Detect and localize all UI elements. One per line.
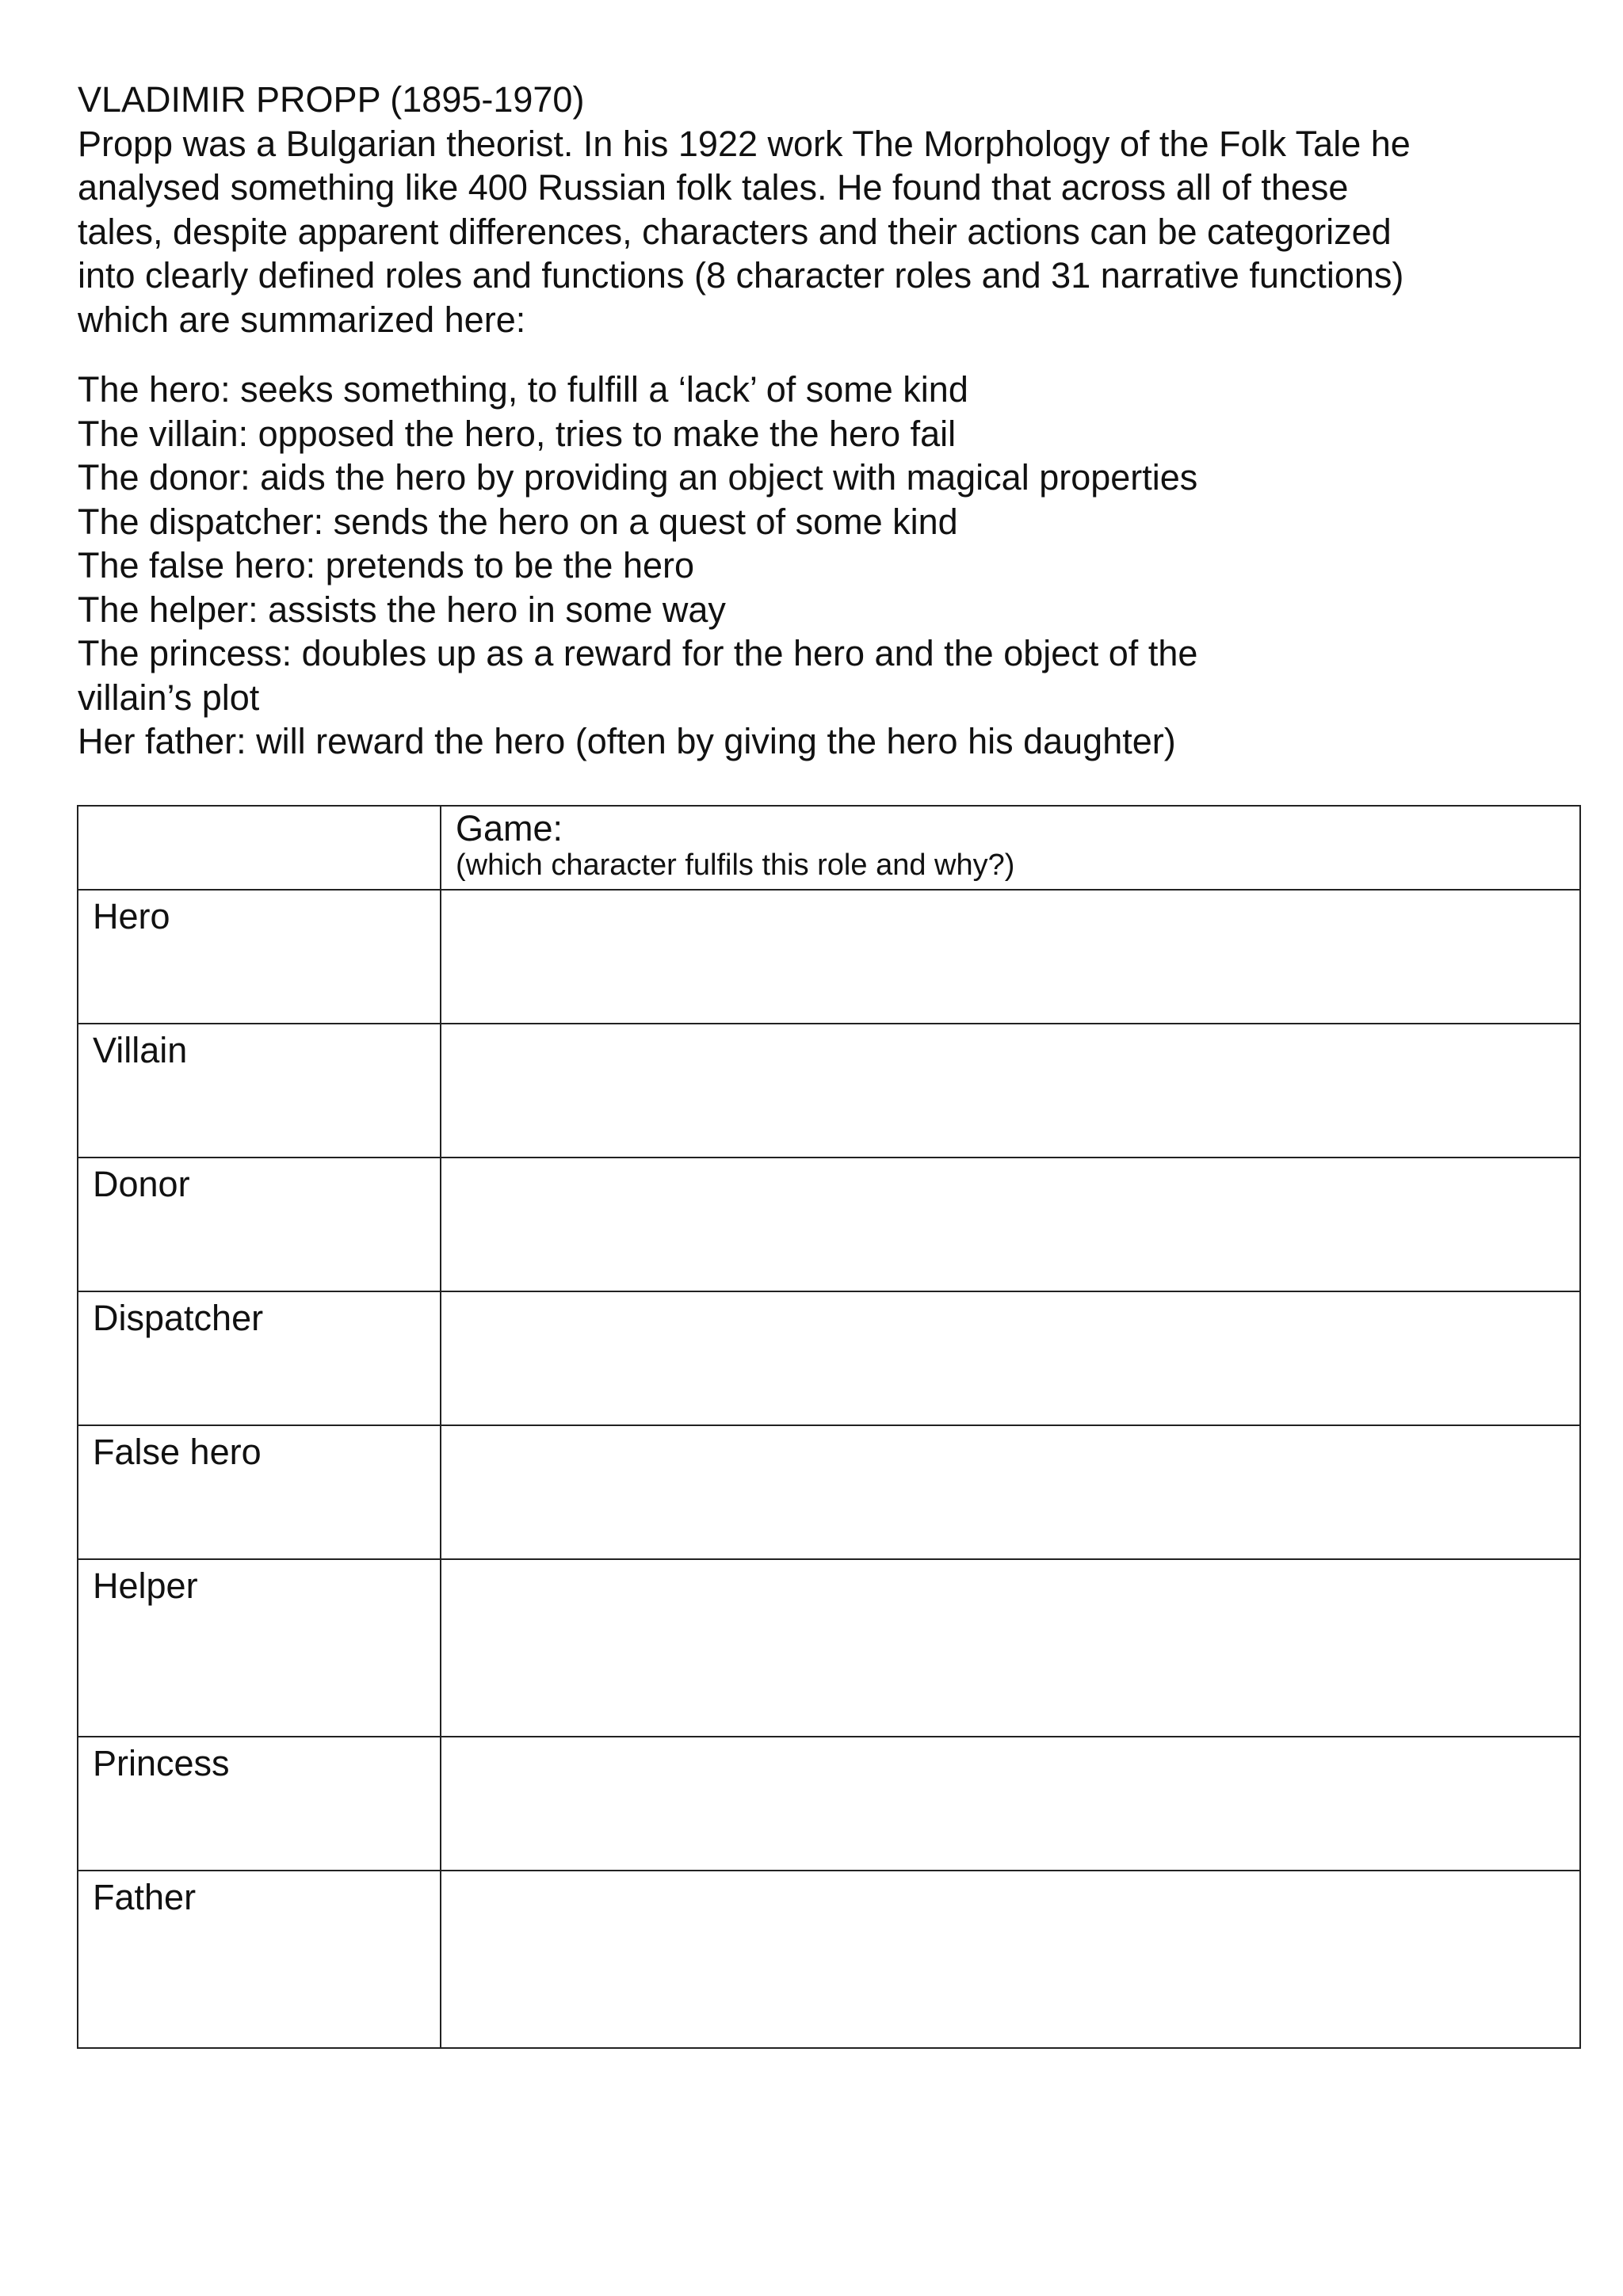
header-game-cell (441, 806, 1580, 890)
answer-cell-helper[interactable] (441, 1559, 1580, 1737)
character-role-table (77, 805, 1581, 2049)
role-cell (78, 1871, 441, 2048)
intro-section (78, 78, 1583, 341)
role-definitions (78, 368, 1583, 764)
role-definition-hero: The hero: seeks something, to fulfill a ‘lack’ of some kind (78, 369, 968, 410)
role-cell (78, 1737, 441, 1871)
role-label-helper: Helper (93, 1566, 198, 1606)
answer-cell-donor[interactable] (441, 1158, 1580, 1291)
table-row (78, 1737, 1580, 1871)
role-definition-princess: The princess: doubles up as a reward for the hero and the object of the (78, 633, 1198, 673)
role-label-donor: Donor (93, 1164, 190, 1204)
intro-line: into clearly defined roles and functions (8 character roles and 31 narrative functions) (78, 255, 1404, 296)
role-cell (78, 1024, 441, 1158)
intro-line: analysed something like 400 Russian folk tales. He found that across all of these (78, 167, 1349, 208)
answer-cell-villain[interactable] (441, 1024, 1580, 1158)
role-cell (78, 1559, 441, 1737)
role-cell (78, 890, 441, 1024)
table-header-row (78, 806, 1580, 890)
role-definition-villain: The villain: opposed the hero, tries to make the hero fail (78, 413, 957, 454)
table-row (78, 1158, 1580, 1291)
role-definition-false-hero: The false hero: pretends to be the hero (78, 545, 695, 585)
answer-cell-princess[interactable] (441, 1737, 1580, 1871)
role-label-villain: Villain (93, 1030, 188, 1070)
role-label-hero: Hero (93, 896, 170, 936)
role-cell (78, 1425, 441, 1559)
table-row (78, 1291, 1580, 1425)
table-row (78, 1559, 1580, 1737)
intro-line: which are summarized here: (78, 299, 526, 340)
role-label-father: Father (93, 1877, 197, 1917)
page-title: VLADIMIR PROPP (1895-1970) (78, 79, 585, 120)
role-label-princess: Princess (93, 1743, 230, 1783)
role-label-false-hero: False hero (93, 1432, 262, 1472)
intro-line: Propp was a Bulgarian theorist. In his 1922 work The Morphology of the Folk Tale he (78, 123, 1411, 164)
role-definition-helper: The helper: assists the hero in some way (78, 589, 726, 630)
table-row (78, 1425, 1580, 1559)
role-definition-princess-cont: villain’s plot (78, 677, 260, 718)
role-definition-father: Her father: will reward the hero (often by giving the hero his daughter) (78, 721, 1176, 761)
role-definition-dispatcher: The dispatcher: sends the hero on a quest of some kind (78, 501, 958, 542)
answer-cell-false-hero[interactable] (441, 1425, 1580, 1559)
header-instruction: (which character fulfils this role and why?) (456, 849, 1015, 882)
answer-cell-dispatcher[interactable] (441, 1291, 1580, 1425)
intro-line: tales, despite apparent differences, characters and their actions can be categorized (78, 211, 1392, 252)
answer-cell-father[interactable] (441, 1871, 1580, 2048)
role-cell (78, 1291, 441, 1425)
table-row (78, 1024, 1580, 1158)
table-row (78, 1871, 1580, 2048)
role-cell (78, 1158, 441, 1291)
header-empty-cell (78, 806, 441, 890)
header-game-label: Game: (456, 808, 563, 849)
role-label-dispatcher: Dispatcher (93, 1298, 264, 1338)
role-definition-donor: The donor: aids the hero by providing an object with magical properties (78, 457, 1198, 498)
table-row (78, 890, 1580, 1024)
answer-cell-hero[interactable] (441, 890, 1580, 1024)
